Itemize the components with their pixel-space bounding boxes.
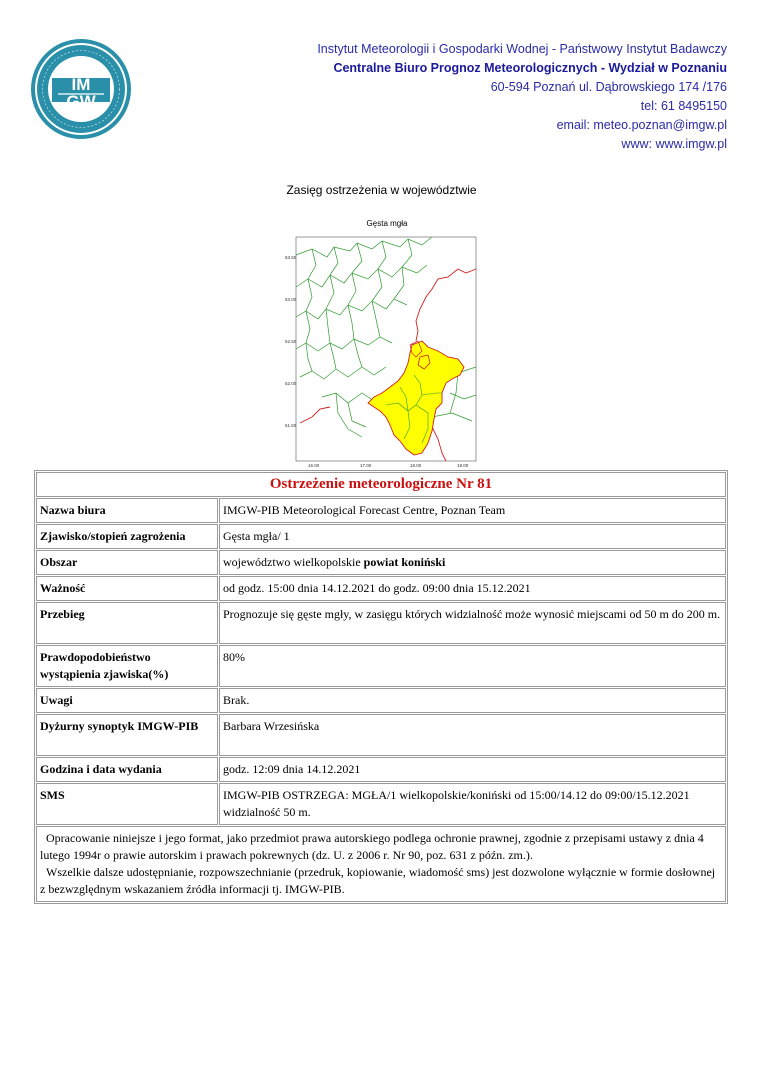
svg-text:IM: IM — [71, 75, 91, 94]
row-value: Gęsta mgła/ 1 — [219, 524, 726, 549]
x-tick: 19.00 — [457, 463, 469, 468]
table-row — [36, 645, 726, 687]
row-value: od godz. 15:00 dnia 14.12.2021 do godz. 09:00 dnia 15.12.2021 — [219, 576, 726, 601]
row-label: Prawdopodobieństwo wystąpienia zjawiska(%) — [36, 645, 218, 687]
email: email: meteo.poznan@imgw.pl — [556, 118, 727, 132]
table-row — [36, 524, 726, 549]
y-tick: 51.50 — [285, 423, 297, 428]
table-row — [36, 757, 726, 782]
warning-map — [282, 217, 492, 472]
institute-header — [317, 40, 727, 154]
copyright-notice — [36, 826, 726, 902]
imgw-logo — [30, 38, 132, 140]
row-value: IMGW-PIB OSTRZEGA: MGŁA/1 wielkopolskie/koniński od 15:00/14.12 do 09:00/15.12.2021 widzialność 50 m. — [219, 783, 726, 825]
row-label: Zjawisko/stopień zagrożenia — [36, 524, 218, 549]
table-row — [36, 576, 726, 601]
institute-name: Instytut Meteorologii i Gospodarki Wodnej - Państwowy Instytut Badawczy — [317, 42, 727, 56]
row-value: 80% — [219, 645, 726, 687]
table-row — [36, 602, 726, 644]
map-caption: Zasięg ostrzeżenia w województwie — [286, 183, 477, 197]
row-label: Uwagi — [36, 688, 218, 713]
table-row — [36, 498, 726, 523]
x-tick: 18.00 — [410, 463, 422, 468]
warning-table — [34, 470, 728, 904]
row-label: Godzina i data wydania — [36, 757, 218, 782]
table-row — [36, 783, 726, 825]
table-row — [36, 550, 726, 575]
row-value: godz. 12:09 dnia 14.12.2021 — [219, 757, 726, 782]
row-label: Nazwa biura — [36, 498, 218, 523]
y-tick: 52.00 — [285, 381, 297, 386]
website: www: www.imgw.pl — [621, 137, 727, 151]
map-title: Gęsta mgła — [366, 219, 408, 228]
row-label: Ważność — [36, 576, 218, 601]
x-tick: 16.00 — [308, 463, 320, 468]
row-label: SMS — [36, 783, 218, 825]
svg-text:GW: GW — [66, 92, 96, 111]
table-row — [36, 714, 726, 756]
x-tick: 17.00 — [360, 463, 372, 468]
area-county: powiat koniński — [363, 555, 446, 569]
row-value: IMGW-PIB Meteorological Forecast Centre, Poznan Team — [219, 498, 726, 523]
warning-title: Ostrzeżenie meteorologiczne Nr 81 — [36, 472, 726, 497]
copyright-text: Opracowanie niniejsze i jego format, jako przedmiot prawa autorskiego podlega ochronie prawnej, zgodnie z przepisami ustawy z dnia 4 lutego 1994r o prawie autorskim i prawach pokrewnych (dz. U. z 2006 r. Nr 90, poz. 631 z późn. zm.). — [40, 831, 704, 862]
y-tick: 53.00 — [285, 297, 297, 302]
row-label: Przebieg — [36, 602, 218, 644]
row-value: Barbara Wrzesińska — [219, 714, 726, 756]
address: 60-594 Poznań ul. Dąbrowskiego 174 /176 — [490, 80, 727, 94]
y-tick: 52.50 — [285, 339, 297, 344]
area-voivodeship: województwo wielkopolskie — [223, 555, 364, 569]
row-value: Brak. — [219, 688, 726, 713]
department-name: Centralne Biuro Prognoz Meteorologicznych - Wydział w Poznaniu — [333, 61, 727, 75]
phone: tel: 61 8495150 — [640, 99, 727, 113]
usage-terms-text: Wszelkie dalsze udostępnianie, rozpowszechnianie (przedruk, kopiowanie, wiadomość sms) jest dozwolone wyłącznie w formie dosłownej z bezwzględnym wskazaniem źródła informacji tj. IMGW-PIB. — [40, 865, 716, 896]
table-row — [36, 688, 726, 713]
row-label: Obszar — [36, 550, 218, 575]
row-value — [219, 550, 726, 575]
row-label: Dyżurny synoptyk IMGW-PIB — [36, 714, 218, 756]
y-tick: 53.50 — [285, 255, 297, 260]
row-value: Prognozuje się gęste mgły, w zasięgu których widzialność może wynosić miejscami od 50 m do 200 m. — [219, 602, 726, 644]
